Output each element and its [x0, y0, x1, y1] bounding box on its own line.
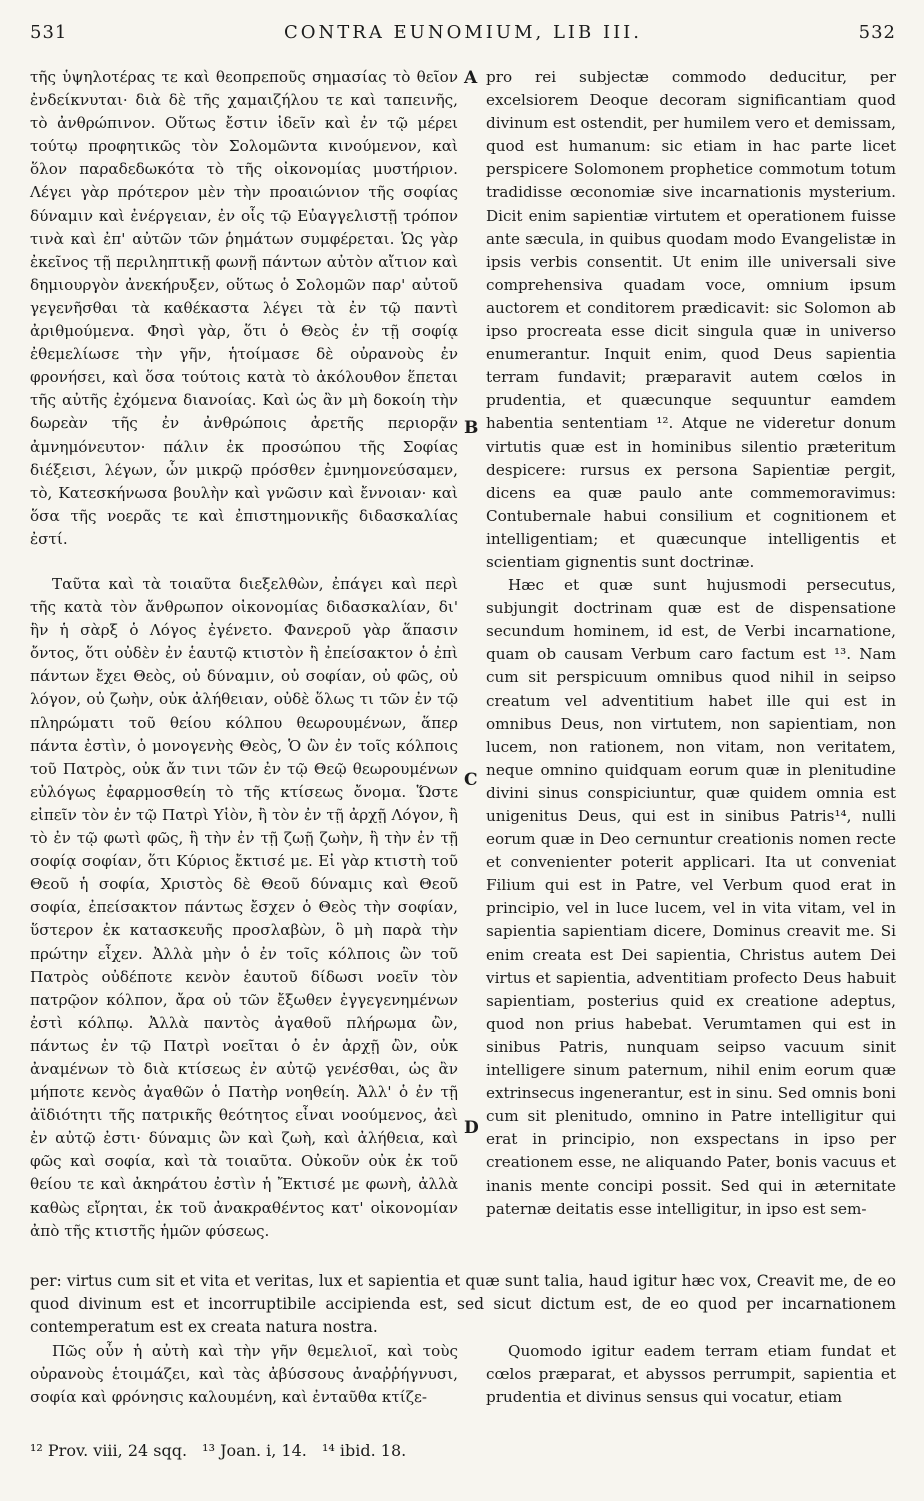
- section-marker-d: D: [464, 1118, 479, 1138]
- latin-paragraph-1: pro rei subjectæ commodo deducitur, per excelsiorem Deoque decoram significantiam quod divinum est ostendit, per humilem vero et demissam, quod est humanum: sic etiam in hac parte licet perspicere Solomonem prophetice commotum totum tradidisse œconomiæ sive incarnationis mysterium. Dicit enim sapientiæ virtutem et operationem fuisse ante sæcula, in quibus quodam modo Evangelistæ in ipsis verbis consentit. Ut enim ille universali sive comprehensiva quadam voce, omnium ipsum auctorem et conditorem prædicavit: sic Solomon ab ipso procreata esse dicit singula quæ in universo enumerantur. Inquit enim, quod Deus sapientia terram fundavit; præparavit autem cœlos in prudentia, et quæcunque sequuntur eamdem habentia sententiam ¹². Atque ne videretur donum virtutis quæ est in hominibus silentio præteritum despicere: rursus ex persona Sapientiæ pergit, dicens ea quæ paulo ante commemoravimus: Contubernale habui consilium et cognitionem et intelligentiam; et quæcunque intelligentis et scientiam gignentis sunt doctrinæ.: [486, 68, 896, 571]
- page-number-left: 531: [30, 22, 68, 43]
- footnote-13: ¹³ Joan. i, 14.: [202, 1441, 307, 1460]
- footnote-14: ¹⁴ ibid. 18.: [321, 1441, 407, 1460]
- latin-paragraph-3: Quomodo igitur eadem terram etiam fundat et cœlos præparat, et abyssos perrumpit, sapientia et prudentia et divinus sensus qui vocatur, etiam: [486, 1342, 896, 1407]
- greek-column-3: [30, 1340, 458, 1409]
- footnote-12: ¹² Prov. viii, 24 sqq.: [30, 1441, 188, 1460]
- latin-column-1: [486, 66, 896, 1221]
- greek-column-2: [30, 573, 458, 1243]
- latin-paragraph-2: Hæc et quæ sunt hujusmodi persecutus, subjungit doctrinam quæ est de dispensatione secundum hominem, id est, de Verbi incarnatione, quam ob causam Verbum caro factum est ¹³. Nam cum sit perspicuum omnibus quod nihil in seipso creatum vel adventitium habet ille qui est in omnibus Deus, non virtutem, non sapientiam, non lucem, non rationem, non vitam, non veritatem, neque omnino quidquam eorum quæ in plenitudine divini sinus conspiciuntur, quæ quidem omnia est unigenitus Deus, qui est in sinibus Patris¹⁴, nulli eorum quæ in Deo cernuntur creationis nomen recte et convenienter poterit applicari. Ita ut conveniat Filium qui est in Patre, vel Verbum quod erat in principio, vel in luce lucem, vel in vita vitam, vel in sapientia sapientiam dicere, Dominus creavit me. Si enim creata est Dei sapientia, Christus autem Dei virtus et sapientia, adventitiam profecto Deus habuit sapientiam, posterius quid ex creatione adeptus, quod non prius habebat. Verumtamen qui est in sinibus Patris, nunquam seipso vacuum sinit intelligere sinum paternum, nihil enim eorum quæ extrinsecus ingenerantur, est in sinu. Sed omnis boni cum sit plenitudo, omnino in Patre intelligitur qui erat in principio, non exspectans in ipso per creationem esse, ne aliquando Pater, bonis vacuus et inanis mente concipi possit. Sed qui in æternitate paternæ deitatis esse intelligitur, in ipso est sem-: [486, 576, 896, 1218]
- greek-paragraph-3: Πῶς οὖν ἡ αὐτὴ καὶ τὴν γῆν θεμελιοῖ, καὶ τοὺς οὐρανοὺς ἑτοιμάζει, καὶ τὰς ἀβύσσους ἀναῤῥήγνυσι, σοφία καὶ φρόνησις καλουμένη, καὶ ἐνταῦθα κτίζε-: [30, 1342, 458, 1407]
- section-marker-b: B: [464, 418, 479, 438]
- latin-column-3: [486, 1340, 896, 1409]
- section-marker-a: A: [464, 68, 478, 88]
- running-title: CONTRA EUNOMIUM, LIB III.: [283, 22, 643, 43]
- page-number-right: 532: [858, 22, 896, 43]
- page-header: [30, 22, 896, 50]
- full-width-continuation: [30, 1270, 896, 1339]
- greek-paragraph-1: τῆς ὑψηλοτέρας τε καὶ θεοπρεποῦς σημασίας τὸ θεῖον ἐνδείκνυται· διὰ δὲ τῆς χαμαιζήλου τε καὶ ταπεινῆς, τὸ ἀνθρώπινον. Οὕτως ἔστιν ἰδεῖν καὶ ἐν τῷ μέρει τούτῳ προφητικῶς τὸν Σολομῶντα κινούμενον, καὶ ὅλον παραδεδωκότα τὸ τῆς οἰκονομίας μυστήριον. Λέγει γὰρ πρότερον μὲν τὴν προαιώνιον τῆς σοφίας δύναμιν καὶ ἐνέργειαν, ἐν οἷς τῷ Εὐαγγελιστῇ τρόπον τινὰ καὶ ἐπ' αὐτῶν τῶν ῥημάτων συμφέρεται. Ὡς γὰρ ἐκεῖνος τῇ περιληπτικῇ φωνῇ πάντων αὐτὸν αἴτιον καὶ δημιουργὸν ἀνεκήρυξεν, οὕτως ὁ Σολομῶν παρ' αὐτοῦ γεγενῆσθαι τὰ καθέκαστα λέγει τὰ ἐν τῷ παντὶ ἀριθμούμενα. Φησὶ γὰρ, ὅτι ὁ Θεὸς ἐν τῇ σοφίᾳ ἐθεμελίωσε τὴν γῆν, ἡτοίμασε δὲ οὐρανοὺς ἐν φρονήσει, καὶ ὅσα τούτοις κατὰ τὸ ἀκόλουθον ἕπεται τῆς αὐτῆς ἐχόμενα διανοίας. Καὶ ὡς ἂν μὴ δοκοίη τὴν δωρεὰν τῆς ἐν ἀνθρώποις ἀρετῆς περιορᾷν ἀμνημόνευτον· πάλιν ἐκ προσώπου τῆς Σοφίας διέξεισι, λέγων, ὧν μικρῷ πρόσθεν ἐμνημονεύσαμεν, τὸ, Κατεσκήνωσα βουλὴν καὶ γνῶσιν καὶ ἔννοιαν· καὶ ὅσα τῆς νοερᾶς τε καὶ ἐπιστημονικῆς διδασκαλίας ἐστί.: [30, 68, 458, 548]
- greek-column-1: [30, 66, 458, 551]
- latin-continuation: per: virtus cum sit et vita et veritas, lux et sapientia et quæ sunt talia, haud igitur hæc vox, Creavit me, de eo quod divinum est et incorruptibile accipienda est, sed sicut dictum est, de eo quod per incarnationem contemperatum est ex creata natura nostra.: [30, 1272, 896, 1337]
- section-marker-c: C: [464, 770, 478, 790]
- greek-paragraph-2: Ταῦτα καὶ τὰ τοιαῦτα διεξελθὼν, ἐπάγει καὶ περὶ τῆς κατὰ τὸν ἄνθρωπον οἰκονομίας διδασκαλίαν, δι' ἣν ἡ σὰρξ ὁ Λόγος ἐγένετο. Φανεροῦ γὰρ ἅπασιν ὄντος, ὅτι οὐδὲν ἐν ἑαυτῷ κτιστὸν ἢ ἐπείσακτον ὁ ἐπὶ πάντων ἔχει Θεὸς, οὐ δύναμιν, οὐ σοφίαν, οὐ φῶς, οὐ λόγον, οὐ ζωὴν, οὐκ ἀλήθειαν, οὐδὲ ὅλως τι τῶν ἐν τῷ πληρώματι τοῦ θείου κόλπου θεωρουμένων, ἅπερ πάντα ἐστὶν, ὁ μονογενὴς Θεὸς, Ὁ ὢν ἐν τοῖς κόλποις τοῦ Πατρὸς, οὐκ ἄν τινι τῶν ἐν τῷ Θεῷ θεωρουμένων εὐλόγως ἐφαρμοσθείη τὸ τῆς κτίσεως ὄνομα. Ὥστε εἰπεῖν τὸν ἐν τῷ Πατρὶ Υἱὸν, ἢ τὸν ἐν τῇ ἀρχῇ Λόγον, ἢ τὸ ἐν τῷ φωτὶ φῶς, ἢ τὴν ἐν τῇ ζωῇ ζωὴν, ἢ τὴν ἐν τῇ σοφίᾳ σοφίαν, ὅτι Κύριος ἔκτισέ με. Εἰ γὰρ κτιστὴ τοῦ Θεοῦ ἡ σοφία, Χριστὸς δὲ Θεοῦ δύναμις καὶ Θεοῦ σοφία, ἐπείσακτον πάντως ἔσχεν ὁ Θεὸς τὴν σοφίαν, ὕστερον ἐκ κατασκευῆς προσλαβὼν, ὃ μὴ παρὰ τὴν πρώτην εἶχεν. Ἀλλὰ μὴν ὁ ἐν τοῖς κόλποις ὢν τοῦ Πατρὸς οὐδέποτε κενὸν ἑαυτοῦ δίδωσι νοεῖν τὸν πατρῷον κόλπον, ἄρα οὐ τῶν ἔξωθεν ἐγγεγενημένων ἐστὶ κόλπῳ. Ἀλλὰ παντὸς ἀγαθοῦ πλήρωμα ὢν, πάντως ἐν τῷ Πατρὶ νοεῖται ὁ ἐν ἀρχῇ ὢν, οὐκ ἀναμένων τὸ διὰ κτίσεως ἐν αὐτῷ γενέσθαι, ὡς ἂν μήποτε κενὸς ἀγαθῶν ὁ Πατὴρ νοηθείη. Ἀλλ' ὁ ἐν τῇ ἀϊδιότητι τῆς πατρικῆς θεότητος εἶναι νοούμενος, ἀεὶ ἐν αὐτῷ ἐστι· δύναμις ὢν καὶ ζωὴ, καὶ ἀλήθεια, καὶ φῶς καὶ σοφία, καὶ τὰ τοιαῦτα. Οὐκοῦν οὐκ ἐκ τοῦ θείου τε καὶ ἀκηράτου ἐστὶν ἡ Ἔκτισέ με φωνὴ, ἀλλὰ καθὼς εἴρηται, ἐκ τοῦ ἀνακραθέντος κατ' οἰκονομίαν ἀπὸ τῆς κτιστῆς ἡμῶν φύσεως.: [30, 575, 458, 1240]
- footnotes: [30, 1440, 896, 1462]
